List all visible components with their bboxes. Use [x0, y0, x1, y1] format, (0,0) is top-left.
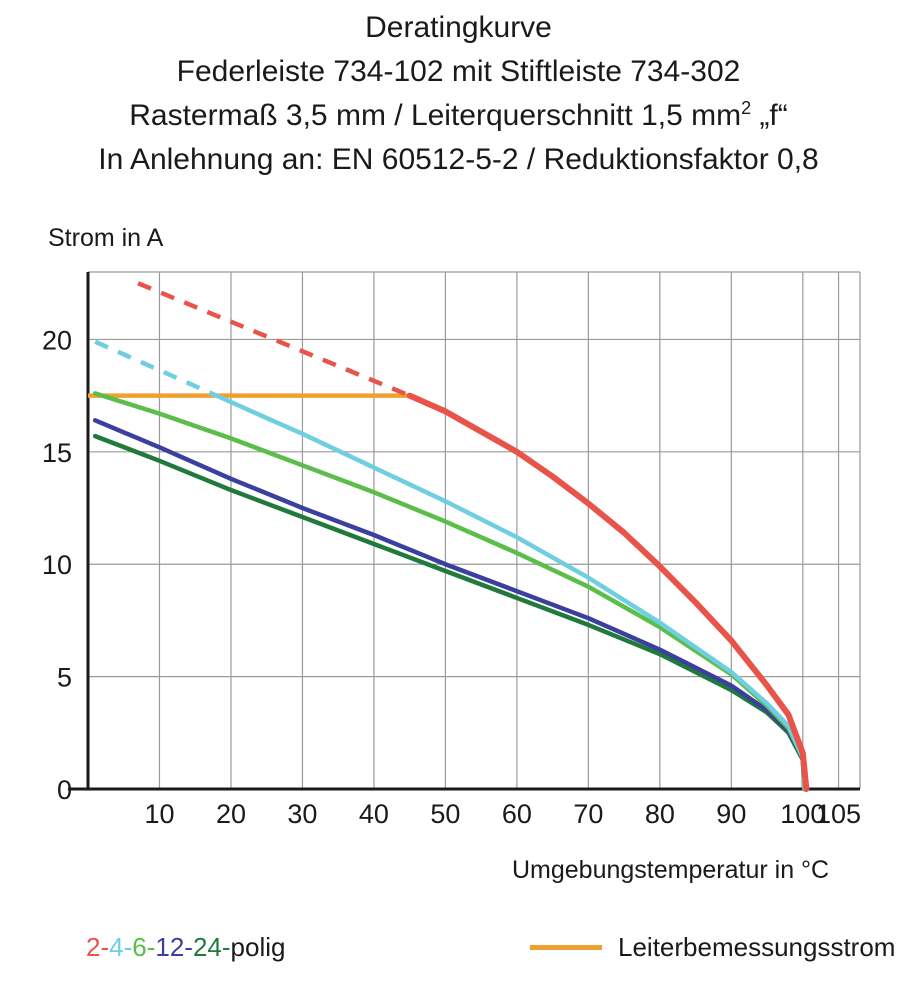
title-line3-pre: Rastermaß 3,5 mm / Leiterquerschnitt 1,5 mm [129, 99, 742, 132]
svg-text:20: 20 [41, 325, 72, 356]
svg-text:70: 70 [573, 799, 604, 829]
svg-text:10: 10 [41, 550, 72, 581]
svg-text:10: 10 [144, 799, 175, 829]
svg-text:0: 0 [56, 775, 72, 805]
y-axis-title: Strom in A [48, 224, 164, 252]
legend-suffix: polig [230, 932, 286, 962]
svg-text:90: 90 [716, 799, 747, 829]
legend-rated-label: Leiterbemessungsstrom [618, 932, 896, 962]
title-line3-sup: 2 [741, 98, 752, 118]
legend-rated-current [530, 932, 895, 963]
legend-item-2-polig: 2- [86, 932, 110, 962]
chart-title-line-1: Deratingkurve [365, 11, 552, 44]
chart-title-line-4: In Anlehnung an: EN 60512-5-2 / Reduktionsfaktor 0,8 [98, 143, 819, 176]
svg-text:30: 30 [287, 799, 318, 829]
svg-text:5: 5 [56, 662, 72, 693]
legend-item-24-polig: 24- [192, 932, 231, 962]
legend-item-6-polig: 6- [132, 932, 156, 962]
title-line3-post: „f“ [751, 99, 788, 132]
legend-item-4-polig: 4- [109, 932, 133, 962]
svg-text:50: 50 [430, 799, 461, 829]
legend-poles [86, 932, 285, 963]
legend-item-12-polig: 12- [155, 932, 193, 962]
svg-text:100: 100 [780, 799, 826, 829]
svg-text:20: 20 [215, 799, 246, 829]
chart-legend [0, 932, 917, 992]
svg-text:80: 80 [644, 799, 675, 829]
svg-text:40: 40 [358, 799, 389, 829]
legend-line-swatch [530, 945, 602, 950]
x-axis-title: Umgebungstemperatur in °C [512, 856, 830, 884]
svg-text:60: 60 [501, 799, 532, 829]
chart-title-line-2: Federleiste 734-102 mit Stiftleiste 734-302 [176, 55, 741, 88]
svg-text:105: 105 [816, 799, 862, 829]
svg-text:15: 15 [41, 437, 72, 468]
